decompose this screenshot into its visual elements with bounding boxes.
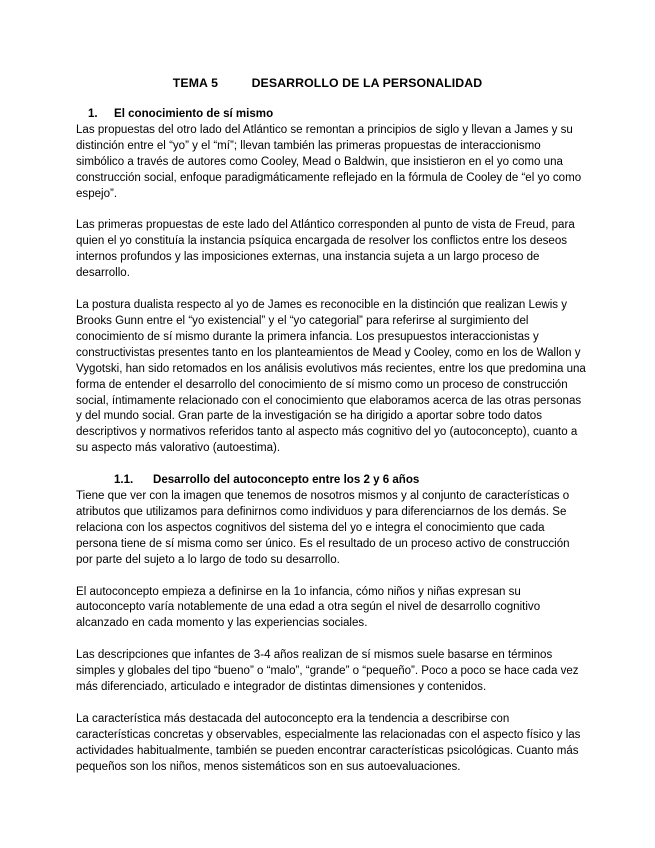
tema-number: TEMA 5 bbox=[172, 76, 219, 90]
subsection-number: 1.1. bbox=[114, 474, 134, 487]
paragraph: La postura dualista respecto al yo de James es reconocible en la distinción que realizan Lewis y Brooks Gunn entre el “yo existencial” y el “yo categorial” para referirse al surgimiento del conocimiento de sí mismo durante la primera infancia. Los presupuestos interaccionistas y constructivistas presentes tanto en los planteamientos de Mead y Cooley, como en los de Wallon y Vygotski, han sido retomados en los análisis evolutivos más recientes, entre los que predomina una forma de entender el desarrollo del conocimiento de sí mismo como un proceso de construcción social, íntimamente relacionado con el conocimiento que elaboramos acerca de las otras personas y del mundo social. Gran parte de la investigación se ha dirigido a aportar sobre todo datos descriptivos y normativos referidos tanto al aspecto más cognitivo del yo (autoconcepto), cuanto a su aspecto más valorativo (autoestima). bbox=[76, 299, 586, 455]
paragraph: Las primeras propuestas de este lado del Atlántico corresponden al punto de vista de Freud, para quien el yo constituía la instancia psíquica encargada de resolver los conflictos entre los deseos internos profundos y las imposiciones externas, una instancia sujeta a un largo proceso de desarrollo. bbox=[76, 219, 575, 280]
paragraph: Tiene que ver con la imagen que tenemos de nosotros mismos y al conjunto de características o atributos que utilizamos para definirnos como individuos y para diferenciarnos de los demás. Se relaciona con los aspectos cognitivos del sistema del yo e integra el conocimiento que cada persona tiene de sí misma como ser único. Es el resultado de un proceso activo de construcción por parte del sujeto a lo largo de todo su desarrollo. bbox=[76, 490, 570, 566]
document-title bbox=[0, 76, 655, 90]
document-body bbox=[76, 107, 586, 792]
section-heading-1 bbox=[76, 107, 586, 123]
paragraph: Las descripciones que infantes de 3-4 años realizan de sí mismos suele basarse en términos simples y globales del tipo “bueno” o “malo”, “grande” o “pequeño”. Poco a poco se hace cada vez más diferenciado, articulado e integrador de distintas dimensiones y contenidos. bbox=[76, 649, 579, 694]
paragraph: Las propuestas del otro lado del Atlántico se remontan a principios de siglo y llevan a James y su distinción entre el “yo” y el “mí”; llevan también las primeras propuestas de interaccionismo simbólico a través de autores como Cooley, Mead o Baldwin, que insistieron en el yo como una construcción social, enfoque paradigmáticamente reflejado en la fórmula de Cooley de “el yo como espejo”. bbox=[76, 123, 582, 200]
section-title: El conocimiento de sí mismo bbox=[114, 108, 274, 120]
paragraph: La característica más destacada del autoconcepto era la tendencia a describirse con características concretas y observables, especialmente las relacionadas con el aspecto físico y las actividades habitualmente, también se pueden encontrar características psicológicas. Cuanto más pequeños son los niños, menos sistemáticos son en sus autoevaluaciones. bbox=[76, 713, 581, 773]
subsection-title: Desarrollo del autoconcepto entre los 2 y 6 años bbox=[153, 474, 420, 487]
section-heading-1-1 bbox=[76, 473, 586, 489]
paragraph: El autoconcepto empieza a definirse en la 1o infancia, cómo niños y niñas expresan su autoconcepto varía notablemente de una edad a otra según el nivel de desarrollo cognitivo alcanzado en cada momento y las experiencias sociales. bbox=[76, 585, 541, 630]
section-number: 1. bbox=[88, 108, 98, 120]
tema-title: DESARROLLO DE LA PERSONALIDAD bbox=[251, 76, 483, 90]
